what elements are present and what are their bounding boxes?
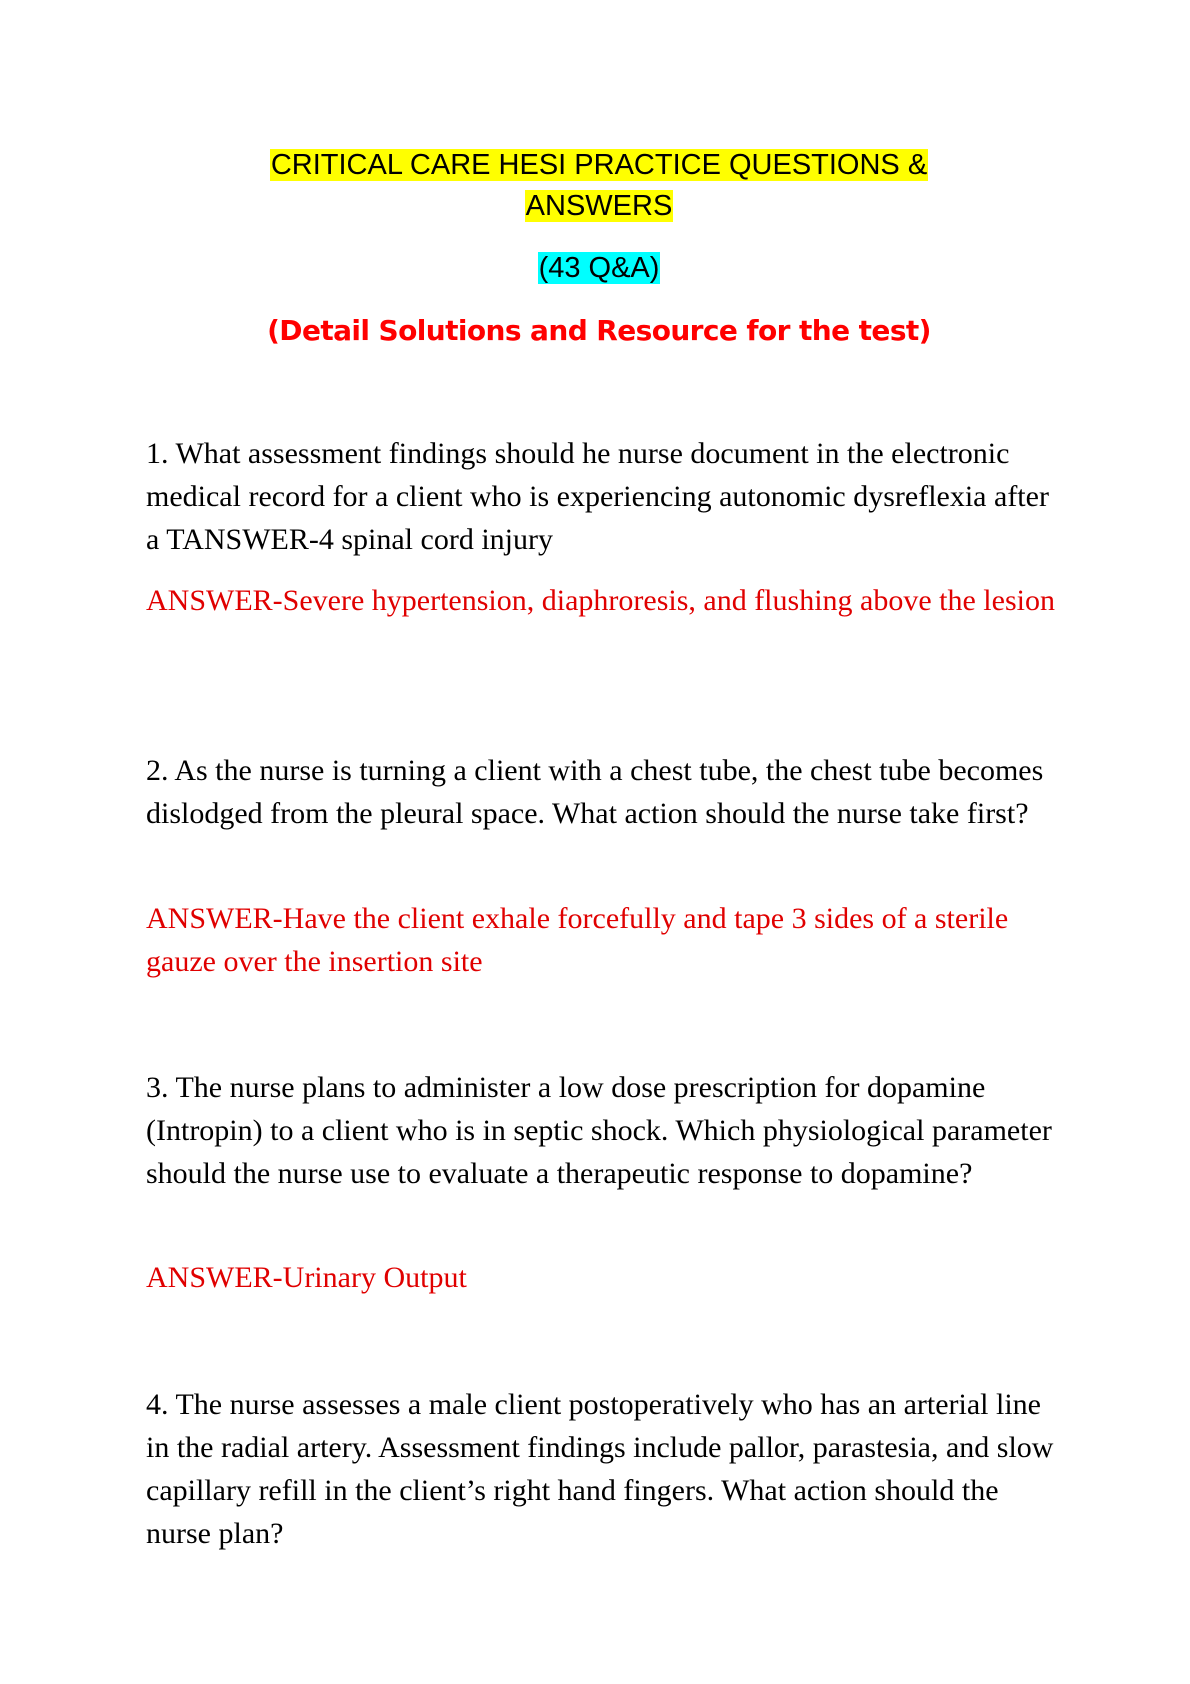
document-title (146, 145, 1052, 227)
document-subtitle: (Detail Solutions and Resource for the test) (267, 314, 931, 347)
question-count-label: (43 Q&A) (538, 252, 660, 284)
answer-1: ANSWER-Severe hypertension, diaphroresis, and flushing above the lesion (146, 584, 1055, 617)
title-line-2: ANSWERS (525, 190, 673, 222)
question-4: 4. The nurse assesses a male client postoperatively who has an arterial line in the radial artery. Assessment findings include pallor, parastesia, and slow capillary refill in the client’s right hand fingers. What action should the nurse plan? (146, 1388, 1054, 1550)
question-1: 1. What assessment findings should he nurse document in the electronic medical record for a client who is experiencing autonomic dysreflexia after a TANSWER-4 spinal cord injury (146, 437, 1049, 556)
title-line-1: CRITICAL CARE HESI PRACTICE QUESTIONS & (270, 149, 928, 181)
question-2: 2. As the nurse is turning a client with a chest tube, the chest tube becomes dislodged from the pleural space. What action should the nurse take first? (146, 754, 1044, 830)
answer-3: ANSWER-Urinary Output (146, 1261, 467, 1294)
question-count (146, 248, 1052, 289)
answer-2: ANSWER-Have the client exhale forcefully and tape 3 sides of a sterile gauze over the insertion site (146, 902, 1009, 978)
question-3: 3. The nurse plans to administer a low dose prescription for dopamine (Intropin) to a client who is in septic shock. Which physiological parameter should the nurse use to evaluate a therapeutic response to dopamine? (146, 1071, 1052, 1190)
